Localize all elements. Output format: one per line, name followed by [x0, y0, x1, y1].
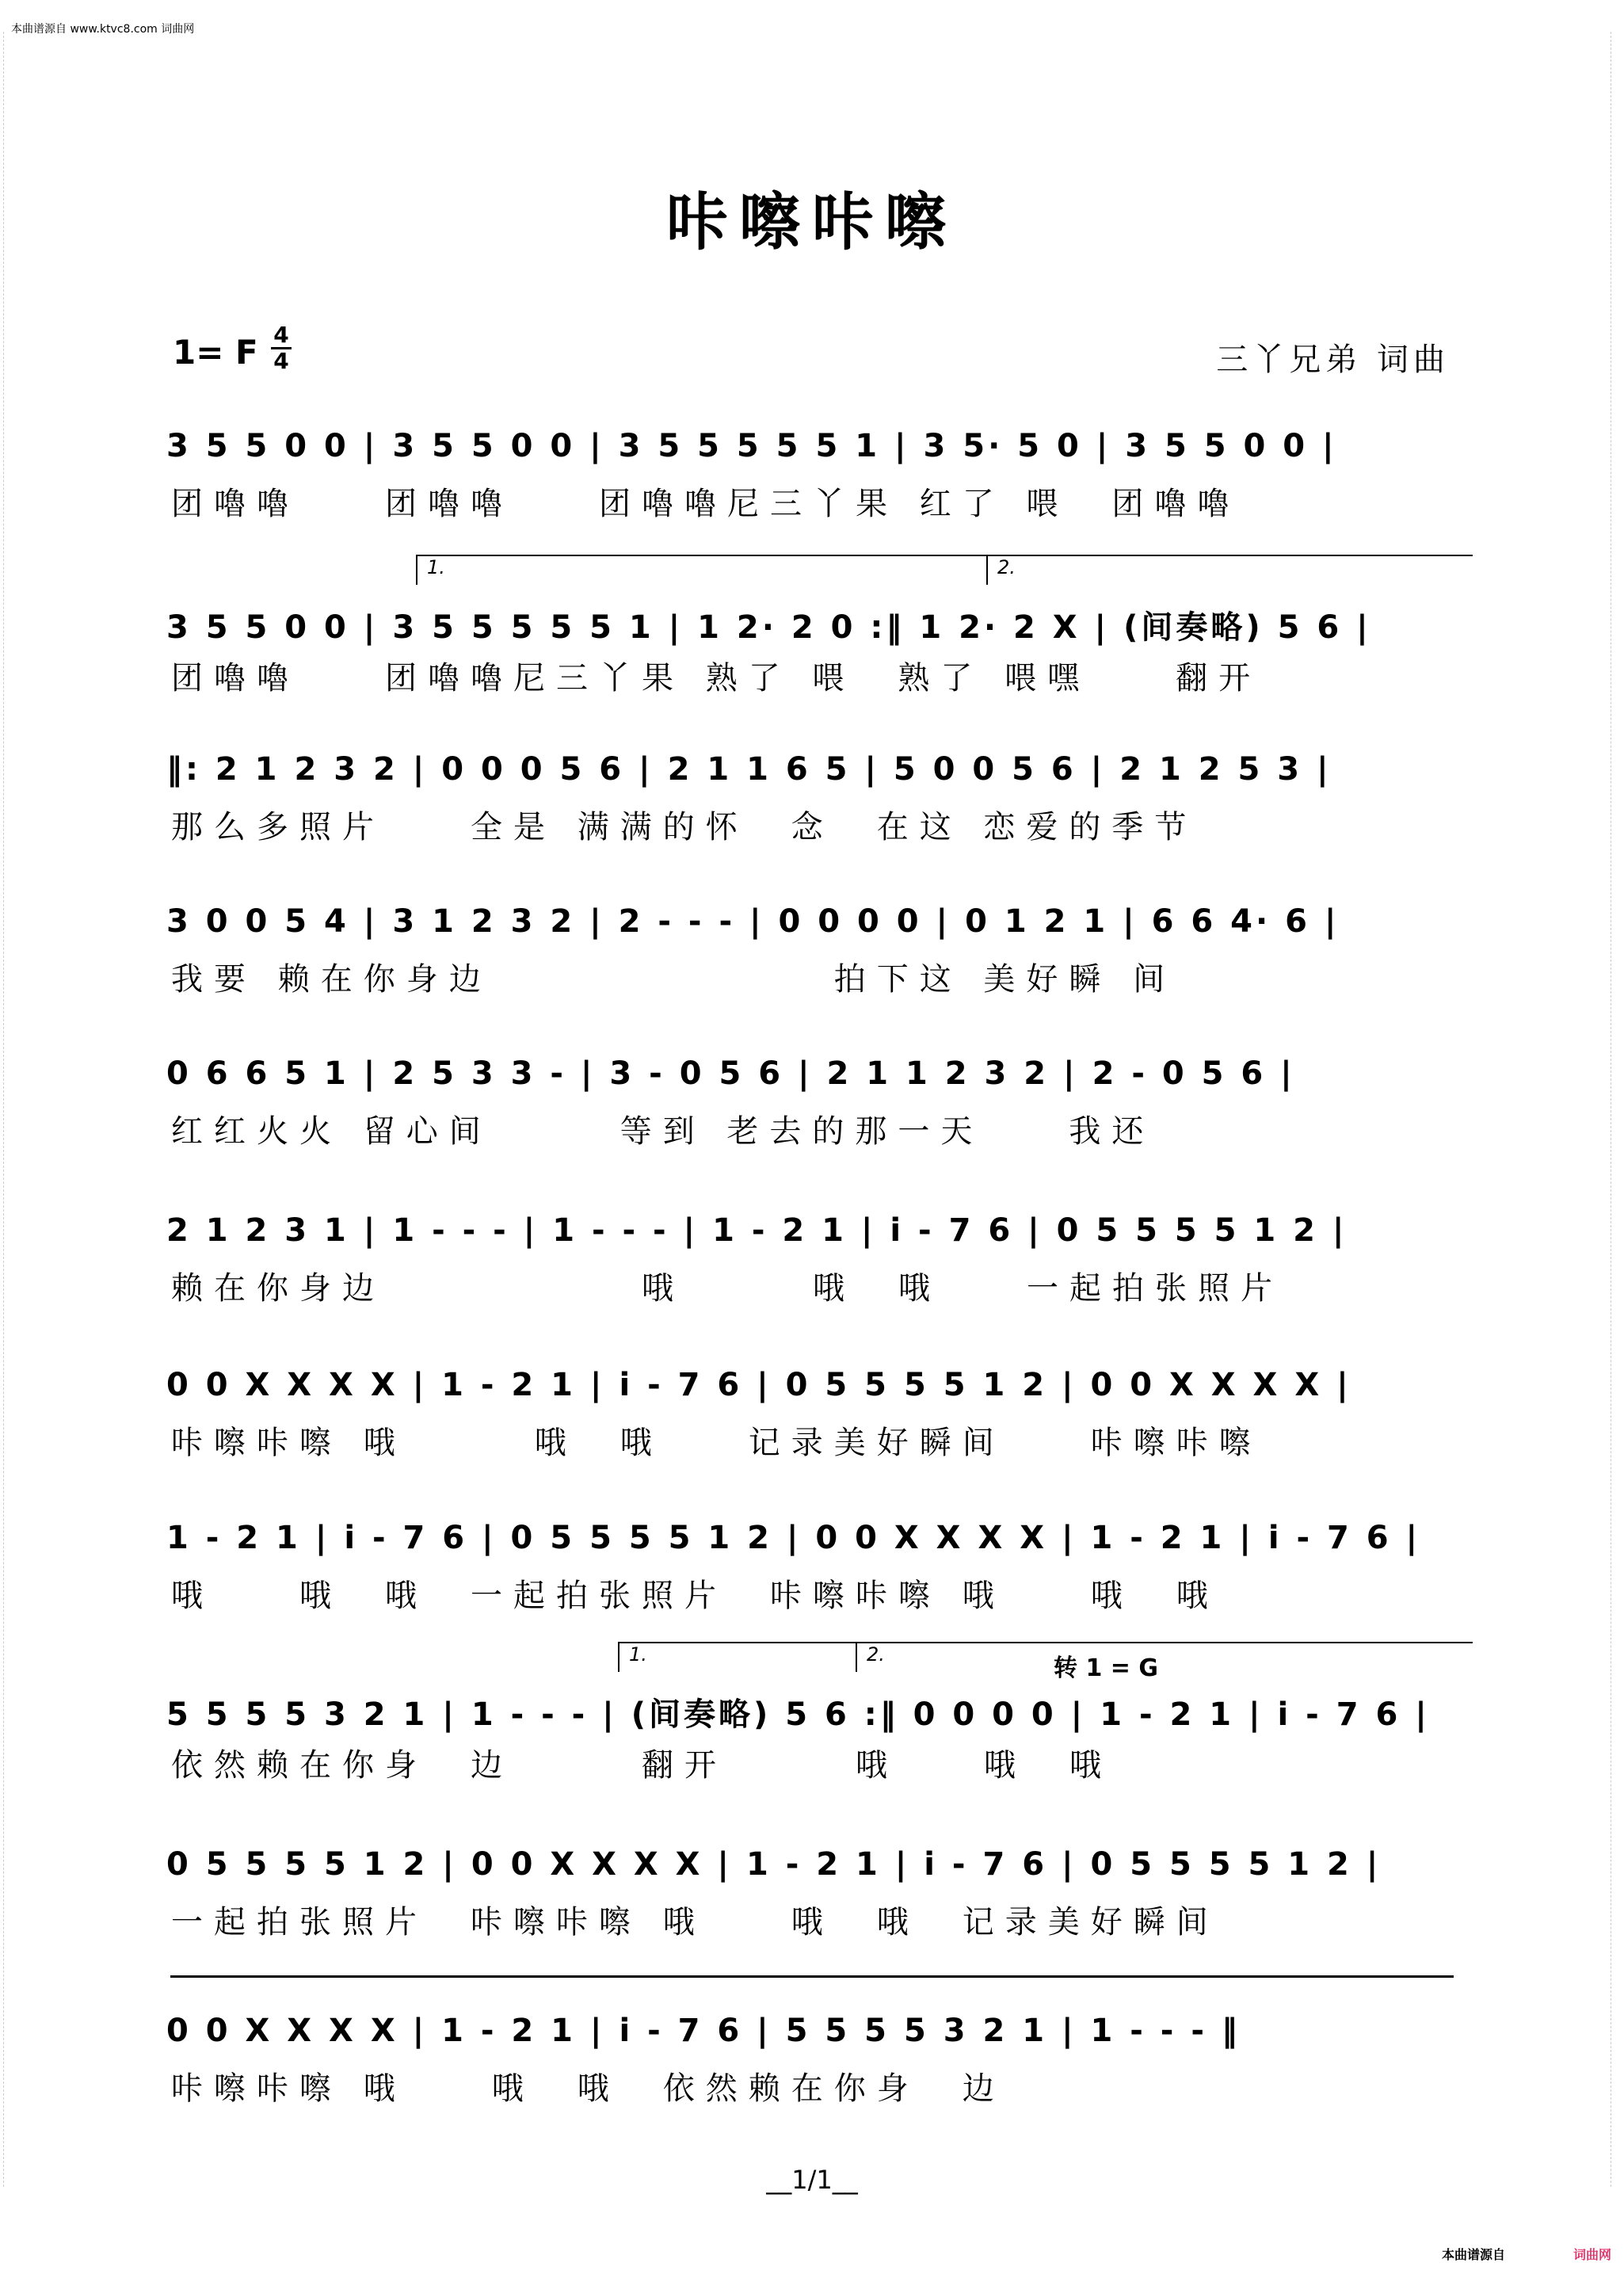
- volta-1: 1.: [416, 555, 1160, 585]
- lyrics-line: 我要 赖在你身边 拍下这 美好瞬 间: [171, 961, 1176, 998]
- composer-credit: 三丫兄弟 词曲: [1216, 342, 1450, 378]
- notes-line: 3 5 5 0 0 | 3 5 5 0 0 | 3 5 5 5 5 5 1 | 3 5· 5 0 | 3 5 5 0 0 |: [166, 428, 1337, 464]
- time-signature-top: 4: [273, 322, 289, 348]
- lyrics-line: 咔嚓咔嚓 哦 哦 哦 依然赖在你身 边: [171, 2070, 1005, 2107]
- time-signature: [271, 323, 292, 373]
- time-signature-bottom: 4: [273, 348, 289, 374]
- volta-2: 2.: [986, 555, 1473, 585]
- lyrics-line: 哦 哦 哦 一起拍张照片 咔嚓咔嚓 哦 哦 哦: [171, 1578, 1219, 1614]
- modulation-mark: 转 1 = G: [1054, 1654, 1158, 1682]
- header-note: 本曲谱源自 www.ktvc8.com 词曲网: [11, 23, 195, 36]
- section-rule: [170, 1975, 1454, 1978]
- notes-line: 3 5 5 0 0 | 3 5 5 5 5 5 1 | 1 2· 2 0 :‖ 1 2· 2 X | (间奏略) 5 6 |: [166, 609, 1371, 646]
- notes-line: 0 0 X X X X | 1 - 2 1 | i - 7 6 | 0 5 5 5 5 1 2 | 0 0 X X X X |: [166, 1367, 1351, 1403]
- notes-line: 0 0 X X X X | 1 - 2 1 | i - 7 6 | 5 5 5 5 3 2 1 | 1 - - - ‖: [166, 2013, 1241, 2049]
- notes-line: 2 1 2 3 1 | 1 - - - | 1 - - - | 1 - 2 1 | i - 7 6 | 0 5 5 5 5 1 2 |: [166, 1212, 1348, 1249]
- side-strip-left: [3, 32, 13, 2187]
- notes-line: ‖: 2 1 2 3 2 | 0 0 0 5 6 | 2 1 1 6 5 | 5 0 0 5 6 | 2 1 2 5 3 |: [166, 751, 1332, 788]
- lyrics-line: 依然赖在你身 边 翻开 哦 哦 哦: [171, 1747, 1112, 1784]
- page-number: __1/1__: [766, 2165, 858, 2195]
- lyrics-line: 赖在你身边 哦 哦 哦 一起拍张照片: [171, 1270, 1283, 1307]
- lyrics-line: 那么多照片 全是 满满的怀 念 在这 恋爱的季节: [171, 809, 1198, 845]
- footer-source: 本曲谱源自: [1441, 2247, 1505, 2262]
- side-strip-right: [1611, 32, 1621, 2187]
- notes-line: 0 5 5 5 5 1 2 | 0 0 X X X X | 1 - 2 1 | i - 7 6 | 0 5 5 5 5 1 2 |: [166, 1846, 1382, 1883]
- key-signature: 1= F: [173, 333, 258, 372]
- lyrics-line: 一起拍张照片 咔嚓咔嚓 哦 哦 哦 记录美好瞬间: [171, 1904, 1219, 1940]
- lyrics-line: 团嚕嚕 团嚕嚕 团嚕嚕尼三丫果 红了 喂 团嚕嚕: [171, 486, 1241, 522]
- volta-2: 2.: [856, 1642, 1473, 1672]
- notes-line: 3 0 0 5 4 | 3 1 2 3 2 | 2 - - - | 0 0 0 0 | 0 1 2 1 | 6 6 4· 6 |: [166, 903, 1340, 940]
- lyrics-line: 咔嚓咔嚓 哦 哦 哦 记录美好瞬间 咔嚓咔嚓: [171, 1425, 1262, 1461]
- footer-site: 词曲网: [1573, 2247, 1611, 2262]
- lyrics-line: 团嚕嚕 团嚕嚕尼三丫果 熟了 喂 熟了 喂嘿 翻开: [171, 660, 1262, 696]
- notes-line: 0 6 6 5 1 | 2 5 3 3 - | 3 - 0 5 6 | 2 1 1 2 3 2 | 2 - 0 5 6 |: [166, 1055, 1295, 1092]
- notes-line: 5 5 5 5 3 2 1 | 1 - - - | (间奏略) 5 6 :‖ 0 0 0 0 | 1 - 2 1 | i - 7 6 |: [166, 1696, 1430, 1733]
- lyrics-line: 红红火火 留心间 等到 老去的那一天 我还: [171, 1113, 1155, 1150]
- song-title: 咔嚓咔嚓: [665, 186, 958, 258]
- volta-1: 1.: [618, 1642, 1025, 1672]
- notes-line: 1 - 2 1 | i - 7 6 | 0 5 5 5 5 1 2 | 0 0 X X X X | 1 - 2 1 | i - 7 6 |: [166, 1520, 1421, 1556]
